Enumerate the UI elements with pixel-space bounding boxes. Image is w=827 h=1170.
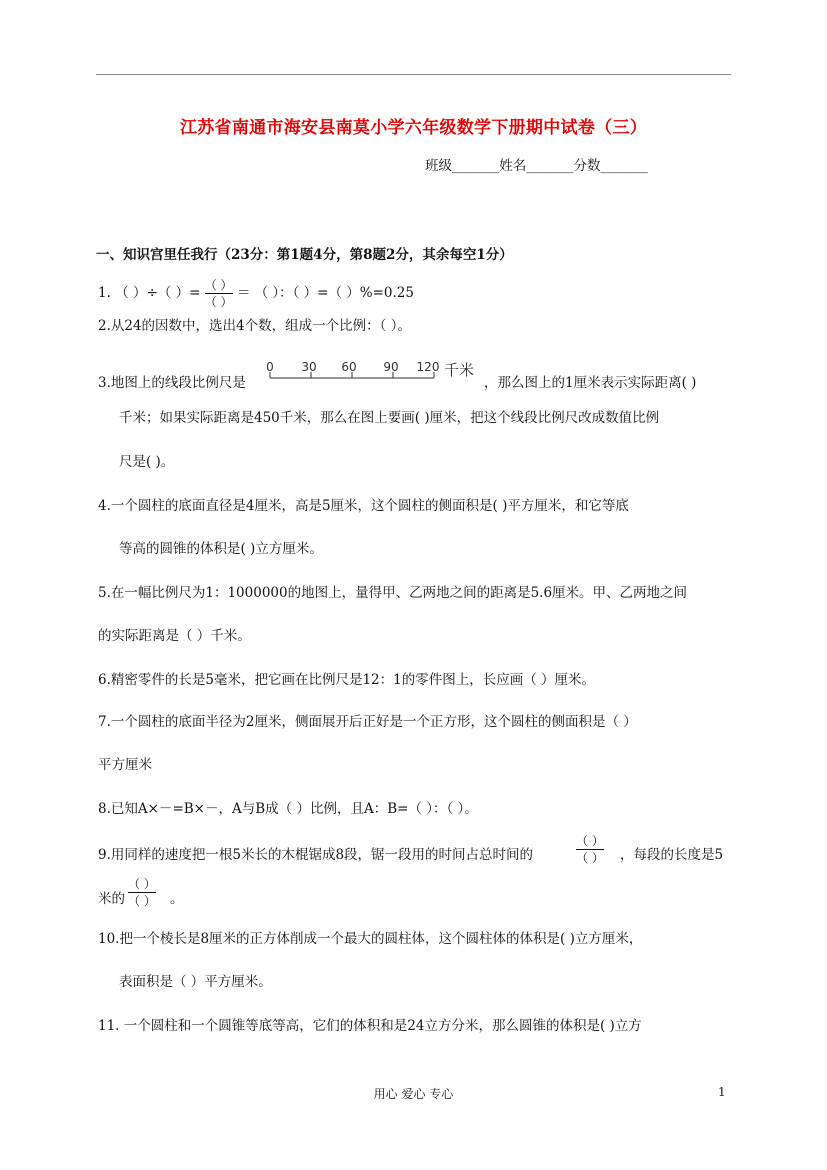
scale-label-30: 30 bbox=[301, 360, 317, 374]
q9-fraction-1 bbox=[576, 834, 604, 865]
q10-line1: 10.把一个棱长是8厘米的正方体削成一个最大的圆柱体，这个圆柱体的体积是( )立方厘米， bbox=[98, 931, 643, 947]
q1-frac-denominator: （ ） bbox=[204, 295, 233, 309]
question-8: 8.已知A×－=B×－，A与B成（ ）比例，且A：B=（ ）：（ ）。 bbox=[98, 801, 478, 817]
q10-line2: 表面积是（ ）平方厘米。 bbox=[119, 974, 272, 990]
page-number: 1 bbox=[718, 1085, 726, 1099]
q4-line1: 4.一个圆柱的底面直径是4厘米，高是5厘米，这个圆柱的侧面积是( )平方厘米，和它等底 bbox=[98, 498, 629, 514]
q9-frac1-denominator: （ ） bbox=[576, 851, 604, 865]
scale-label-60: 60 bbox=[341, 360, 357, 374]
q5-line1: 5.在一幅比例尺为1：1000000的地图上，量得甲、乙两地之间的距离是5.6厘米。甲、乙两地之间 bbox=[98, 585, 688, 601]
q1-fraction bbox=[205, 278, 233, 309]
q3-line1-b: ，那么图上的1厘米表示实际距离( ) bbox=[484, 375, 697, 391]
q5-line2: 的实际距离是（ ）千米。 bbox=[98, 628, 251, 644]
q9-frac2-denominator: （ ） bbox=[128, 894, 156, 908]
scale-unit: 千米 bbox=[444, 361, 475, 379]
q7-line1: 7.一个圆柱的底面半径为2厘米，侧面展开后正好是一个正方形，这个圆柱的侧面积是（ ） bbox=[98, 714, 637, 730]
header-rule bbox=[96, 74, 731, 75]
q1-suffix: ＝ （ ）：（ ）=（ ）%=0.25 bbox=[236, 285, 414, 301]
q1-frac-numerator: （ ） bbox=[204, 278, 233, 292]
q9-line1-a: 9.用同样的速度把一根5米长的木棍锯成8段，锯一段用的时间占总时间的 bbox=[98, 847, 534, 863]
scale-bar bbox=[262, 360, 487, 386]
scale-label-90: 90 bbox=[383, 360, 399, 374]
page-footer: 用心 爱心 专心 bbox=[373, 1087, 454, 1101]
scale-label-0: 0 bbox=[266, 360, 274, 374]
q9-frac2-numerator: （ ） bbox=[128, 877, 156, 891]
q9-line2-b: 。 bbox=[170, 891, 184, 907]
q9-line2-a: 米的 bbox=[98, 891, 125, 907]
q3-line3: 尺是( )。 bbox=[119, 454, 175, 470]
question-11: 11. 一个圆柱和一个圆锥等底等高，它们的体积和是24立方分米，那么圆锥的体积是( )立方 bbox=[98, 1018, 642, 1034]
q9-fraction-2 bbox=[128, 877, 156, 908]
section-heading: 一、知识宫里任我行（23分：第1题4分，第8题2分，其余每空1分） bbox=[96, 247, 513, 263]
q4-line2: 等高的圆锥的体积是( )立方厘米。 bbox=[119, 541, 323, 557]
scale-label-120: 120 bbox=[416, 360, 440, 374]
q9-line1-b: ，每段的长度是5 bbox=[620, 847, 724, 863]
q3-line2: 千米；如果实际距离是450千米，那么在图上要画( )厘米，把这个线段比例尺改成数值比例 bbox=[119, 410, 660, 426]
q7-line2: 平方厘米 bbox=[98, 757, 152, 773]
question-6: 6.精密零件的长是5毫米，把它画在比例尺是12：1的零件图上，长应画（ ）厘米。 bbox=[98, 672, 596, 688]
question-2: 2.从24的因数中，选出4个数，组成一个比例：（ ）。 bbox=[98, 318, 411, 334]
q1-prefix: 1. （ ）÷（ ）= bbox=[98, 285, 201, 301]
question-1 bbox=[98, 278, 414, 309]
info-line: 班级_______姓名_______分数_______ bbox=[425, 158, 648, 174]
q3-line1-a: 3.地图上的线段比例尺是 bbox=[98, 375, 246, 391]
page-title: 江苏省南通市海安县南莫小学六年级数学下册期中试卷（三） bbox=[179, 118, 648, 138]
q9-frac1-numerator: （ ） bbox=[576, 834, 604, 848]
